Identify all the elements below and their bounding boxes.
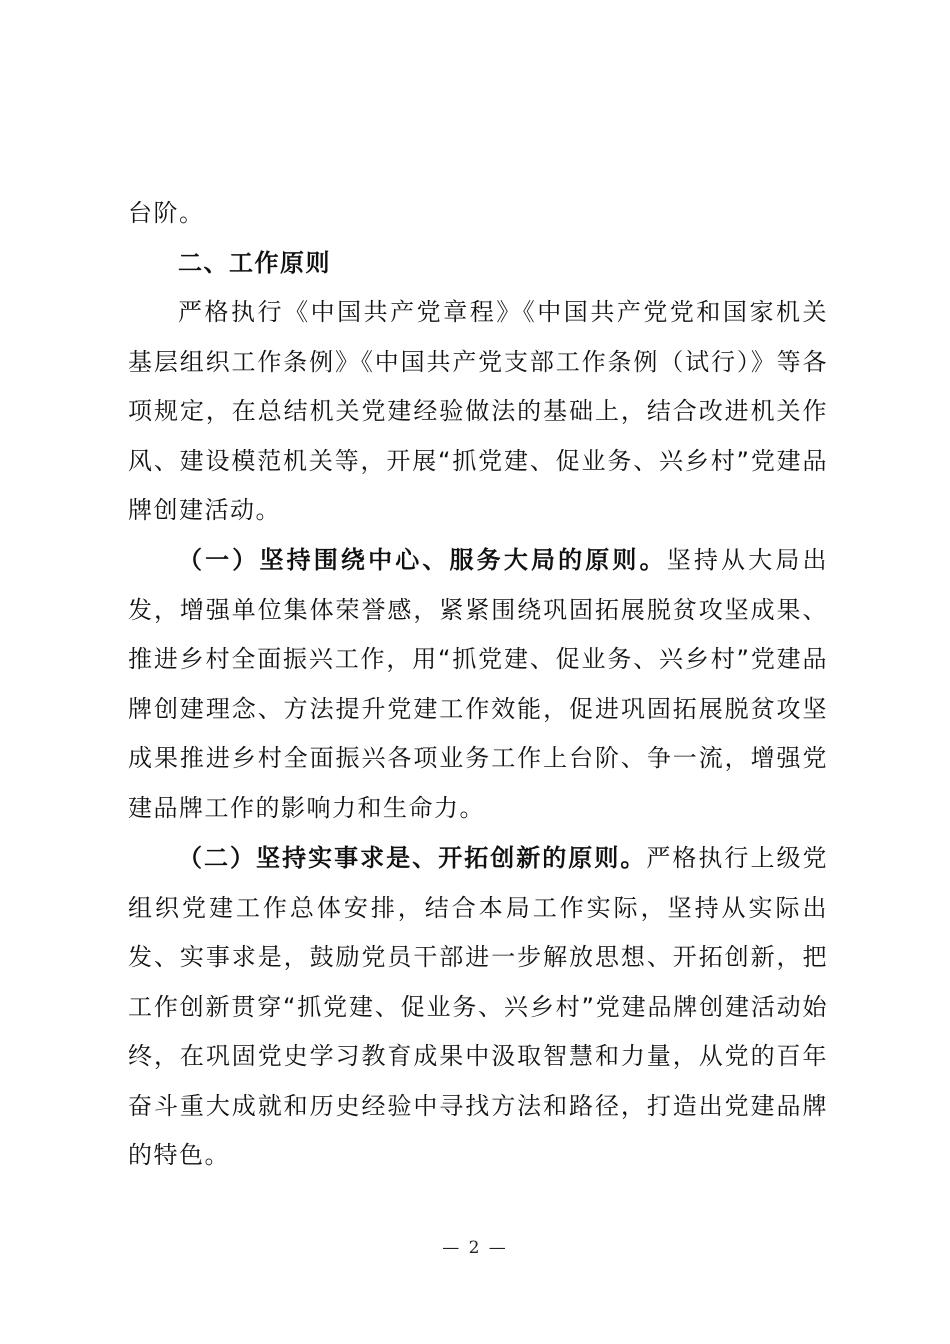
principle-item-1-heading: （一）坚持围绕中心、服务大局的原则。	[178, 546, 667, 574]
principle-paragraph: 严格执行《中国共产党章程》《中国共产党党和国家机关基层组织工作条例》《中国共产党支部工作条例（试行）》等各项规定，在总结机关党建经验做法的基础上，结合改进机关作风、建设模范机关等，开展“抓党建、促业务、兴乡村”党建品牌创建活动。	[128, 298, 828, 524]
principle-item-2-heading: （二）坚持实事求是、开拓创新的原则。	[178, 844, 647, 872]
continuation-paragraph: 台阶。	[128, 199, 205, 227]
principle-item-1-body: 坚持从大局出发，增强单位集体荣誉感，紧紧围绕巩固拓展脱贫攻坚成果、推进乡村全面振兴工作，用“抓党建、促业务、兴乡村”党建品牌创建理念、方法提升党建工作效能，促进巩固拓展脱贫攻坚成果推进乡村全面振兴各项业务工作上台阶、争一流，增强党建品牌工作的影响力和生命力。	[128, 546, 829, 822]
page-number: — 2 —	[442, 1238, 508, 1258]
principle-item-1	[128, 536, 828, 833]
principle-item-2-body: 严格执行上级党组织党建工作总体安排，结合本局工作实际，坚持从实际出发、实事求是，鼓励党员干部进一步解放思想、开拓创新，把工作创新贯穿“抓党建、促业务、兴乡村”党建品牌创建活动始终，在巩固党史学习教育成果中汲取智慧和力量，从党的百年奋斗重大成就和历史经验中寻找方法和路径，打造出党建品牌的特色。	[128, 844, 828, 1169]
principle-item-2	[128, 834, 828, 1181]
section-heading: 二、工作原则	[178, 249, 331, 277]
